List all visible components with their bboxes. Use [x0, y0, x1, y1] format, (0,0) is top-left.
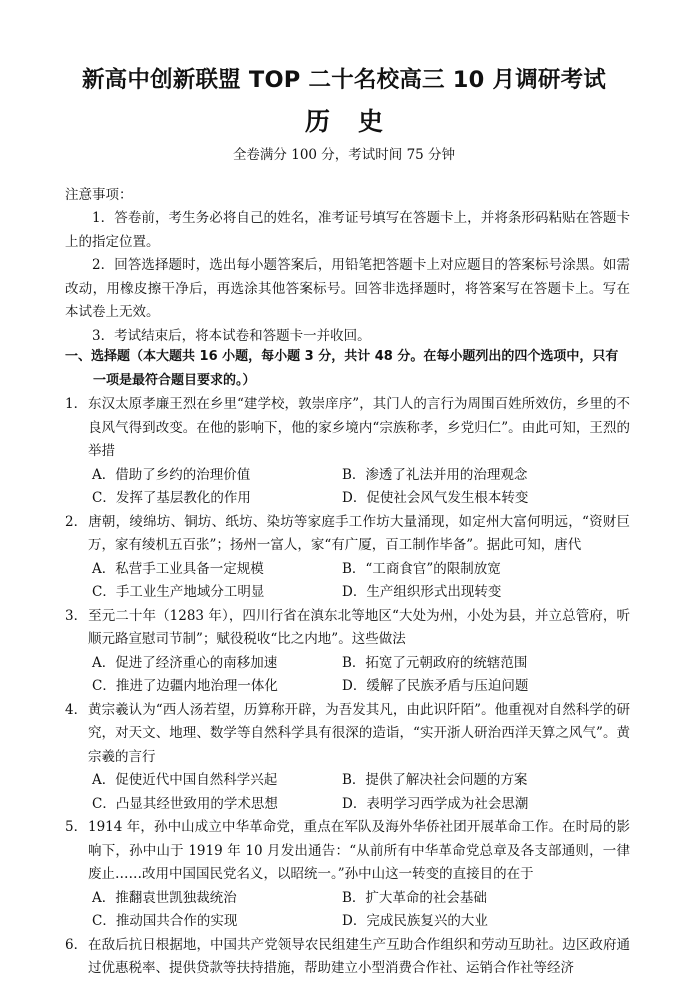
option-a: A．借助了乡约的治理价值 — [92, 466, 251, 483]
question-text: 唐朝，绫绵坊、铜坊、纸坊、染坊等家庭手工作坊大量涌现，如定州大富何明远，“资财巨万，家有绫机五百张”；扬州一富人，家“有广厦，百工制作毕备”。据此可知，唐代 — [88, 513, 630, 553]
question-text: 至元二十年（1283 年），四川行省在滇东北等地区“大处为州，小处为县，并立总管府，听顺元路宣慰司节制”；赋役税收“比之内地”。这些做法 — [88, 607, 630, 647]
note-item: 1．答卷前，考生务必将自己的姓名，准考证号填写在答题卡上，并将条形码粘贴在答题卡上的指定位置。 — [65, 210, 630, 250]
option-grid — [65, 887, 630, 934]
option-d: D．表明学习西学成为社会思潮 — [342, 795, 529, 812]
question-2 — [65, 511, 630, 605]
subject-title: 历史 — [304, 107, 411, 136]
option-c: C．推动国共合作的实现 — [92, 913, 238, 929]
option-d: D．促使社会风气发生根本转变 — [342, 490, 529, 506]
option-b: B．扩大革命的社会基础 — [342, 889, 487, 906]
option-b: B．拓宽了元朝政府的统辖范围 — [342, 654, 528, 671]
question-1 — [65, 393, 630, 511]
question-number: 3． — [65, 607, 88, 624]
question-stem — [65, 511, 630, 558]
option-c: C．推进了边疆内地治理一体化 — [92, 678, 278, 694]
option-c: C．手工业生产地域分工明显 — [92, 584, 265, 600]
question-list — [65, 393, 630, 981]
option-c: C．凸显其经世致用的学术思想 — [92, 795, 278, 812]
option-a: A．私营手工业具备一定规模 — [92, 560, 264, 577]
question-6 — [65, 934, 630, 981]
question-stem — [65, 393, 630, 464]
option-c: C．发挥了基层教化的作用 — [92, 490, 251, 506]
note-item: 2．回答选择题时，选出每小题答案后，用铅笔把答题卡上对应题目的答案标号涂黑。如需改动，用橡皮擦干净后，再选涂其他答案标号。回答非选择题时，将答案写在答题卡上。写在本试卷上无效。 — [65, 257, 630, 320]
exam-meta: 全卷满分 100 分，考试时间 75 分钟 — [232, 147, 456, 163]
option-grid — [65, 464, 630, 511]
option-b: B．提供了解决社会问题的方案 — [342, 772, 528, 788]
question-text: 黄宗羲认为“西人汤若望，历算称开辟，为吾发其凡，由此识阡陌”。他重视对自然科学的研究，对天文、地理、数学等自然科学具有很深的造诣，“实开浙人研治西洋天算之风气”。黄宗羲的言行 — [88, 701, 630, 765]
question-stem — [65, 816, 630, 887]
question-3 — [65, 605, 630, 699]
option-grid — [65, 652, 630, 699]
question-number: 6． — [65, 936, 88, 953]
question-text: 东汉太原孝廉王烈在乡里“建学校，敦崇庠序”，其门人的言行为周围百姓所效仿，乡里的不良风气得到改变。在他的影响下，他的家乡境内“宗族称孝，乡党归仁”。由此可知，王烈的举措 — [88, 396, 630, 459]
notes-block — [65, 184, 630, 348]
option-b: B．渗透了礼法并用的治理观念 — [342, 466, 528, 483]
question-4 — [65, 699, 630, 817]
option-d: D．缓解了民族矛盾与压迫问题 — [342, 678, 529, 694]
notes-heading: 注意事项： — [65, 187, 133, 203]
question-number: 5． — [65, 819, 88, 835]
option-grid — [65, 558, 630, 605]
option-a: A．推翻袁世凯独裁统治 — [92, 889, 237, 906]
section-heading: 一、选择题（本大题共 16 小题，每小题 3 分，共计 48 分。在每小题列出的四个选项中，只有一项是最符合题目要求的。） — [65, 349, 619, 388]
option-a: A．促使近代中国自然科学兴起 — [92, 772, 278, 788]
option-d: D．生产组织形式出现转变 — [342, 584, 502, 600]
option-b: B．“工商食官”的限制放宽 — [342, 560, 501, 577]
question-number: 1． — [65, 396, 88, 412]
question-text: 1914 年，孙中山成立中华革命党，重点在军队及海外华侨社团开展革命工作。在时局的影响下，孙中山于 1919 年 10 月发出通告：“从前所有中华革命党总章及各支部通则，一律废止……改用中国国民党名义，以昭统一。”孙中山这一转变的直接目的在于 — [88, 819, 630, 882]
question-stem — [65, 605, 630, 652]
section-multiple-choice — [65, 345, 630, 981]
option-d: D．完成民族复兴的大业 — [342, 913, 488, 929]
exam-title: 新高中创新联盟 TOP 二十名校高三 10 月调研考试 — [81, 67, 606, 93]
question-5 — [65, 816, 630, 934]
question-stem — [65, 934, 630, 981]
question-number: 2． — [65, 513, 88, 530]
option-grid — [65, 769, 630, 816]
question-number: 4． — [65, 701, 88, 718]
question-stem — [65, 699, 630, 770]
note-item: 3．考试结束后，将本试卷和答题卡一并收回。 — [92, 327, 371, 344]
question-text: 在敌后抗日根据地，中国共产党领导农民组建生产互助合作组织和劳动互助社。边区政府通过优惠税率、提供贷款等扶持措施，帮助建立小型消费合作社、运销合作社等经济 — [88, 936, 630, 976]
option-a: A．促进了经济重心的南移加速 — [92, 654, 278, 671]
